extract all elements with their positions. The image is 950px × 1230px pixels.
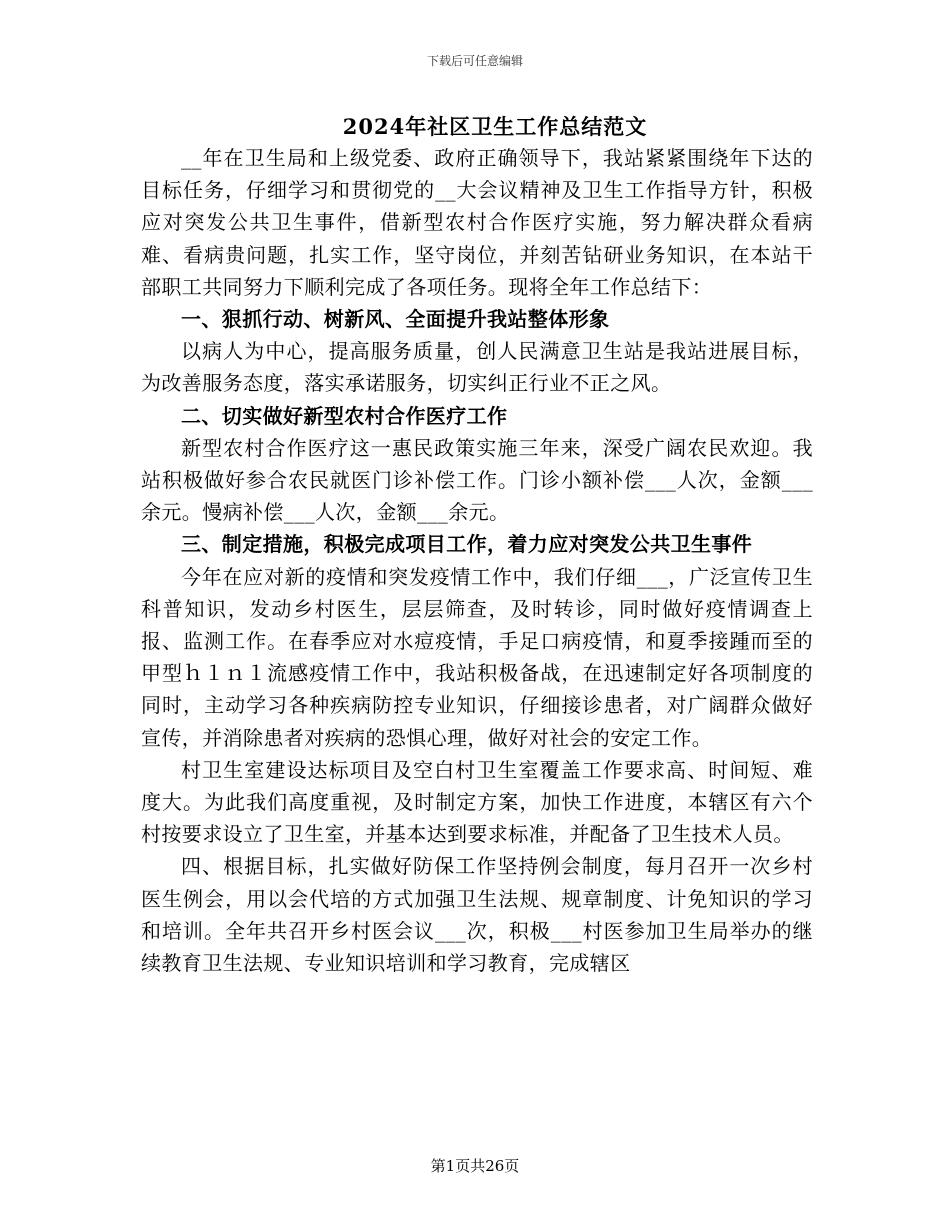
section-heading-1: 一、狠抓行动、树新风、全面提升我站整体形象 [181, 307, 610, 332]
paragraph-section-1: 以病人为中心，提高服务质量，创人民满意卫生站是我站进展目标，为改善服务态度，落实承诺服务，切实纠正行业不正之风。 [141, 339, 813, 396]
paragraph-section-3a: 今年在应对新的疫情和突发疫情工作中，我们仔细___，广泛宣传卫生科普知识，发动乡村医生，层层筛查，及时转诊，同时做好疫情调查上报、监测工作。在春季应对水痘疫情，手足口病疫情，和夏季接踵而至的甲型ｈ１ｎ１流感疫情工作中，我站积极备战，在迅速制定好各项制度的同时，主动学习各种疾病防控专业知识，仔细接诊患者，对广阔群众做好宣传，并消除患者对疾病的恐惧心理，做好对社会的安定工作。 [141, 564, 813, 750]
paragraph-intro: __年在卫生局和上级党委、政府正确领导下，我站紧紧围绕年下达的目标任务，仔细学习和贯彻党的__大会议精神及卫生工作指导方针，积极应对突发公共卫生事件，借新型农村合作医疗实施，努力解决群众看病难、看病贵问题，扎实工作，坚守岗位，并刻苦钻研业务知识，在本站干部职工共同努力下顺利完成了各项任务。现将全年工作总结下： [141, 146, 813, 299]
header-note: 下载后可任意编辑 [426, 54, 523, 68]
document-body [141, 142, 813, 979]
section-heading-2: 二、切实做好新型农村合作医疗工作 [181, 403, 508, 428]
document-title: 2024年社区卫生工作总结范文 [342, 114, 648, 139]
page-number-footer: 第1页共26页 [430, 1157, 520, 1175]
paragraph-section-3b: 村卫生室建设达标项目及空白村卫生室覆盖工作要求高、时间短、难度大。为此我们高度重视，及时制定方案，加快工作进度，本辖区有六个村按要求设立了卫生室，并基本达到要求标准，并配备了卫生技术人员。 [141, 757, 813, 847]
paragraph-section-2: 新型农村合作医疗这一惠民政策实施三年来，深受广阔农民欢迎。我站积极做好参合农民就医门诊补偿工作。门诊小额补偿___人次，金额___余元。慢病补偿___人次，金额___余元。 [141, 435, 813, 525]
paragraph-section-4: 四、根据目标，扎实做好防保工作坚持例会制度，每月召开一次乡村医生例会，用以会代培的方式加强卫生法规、规章制度、计免知识的学习和培训。全年共召开乡村医会议___次，积极___村医参加卫生局举办的继续教育卫生法规、专业知识培训和学习教育，完成辖区 [141, 854, 813, 976]
section-heading-3: 三、制定措施，积极完成项目工作，着力应对突发公共卫生事件 [181, 532, 753, 557]
